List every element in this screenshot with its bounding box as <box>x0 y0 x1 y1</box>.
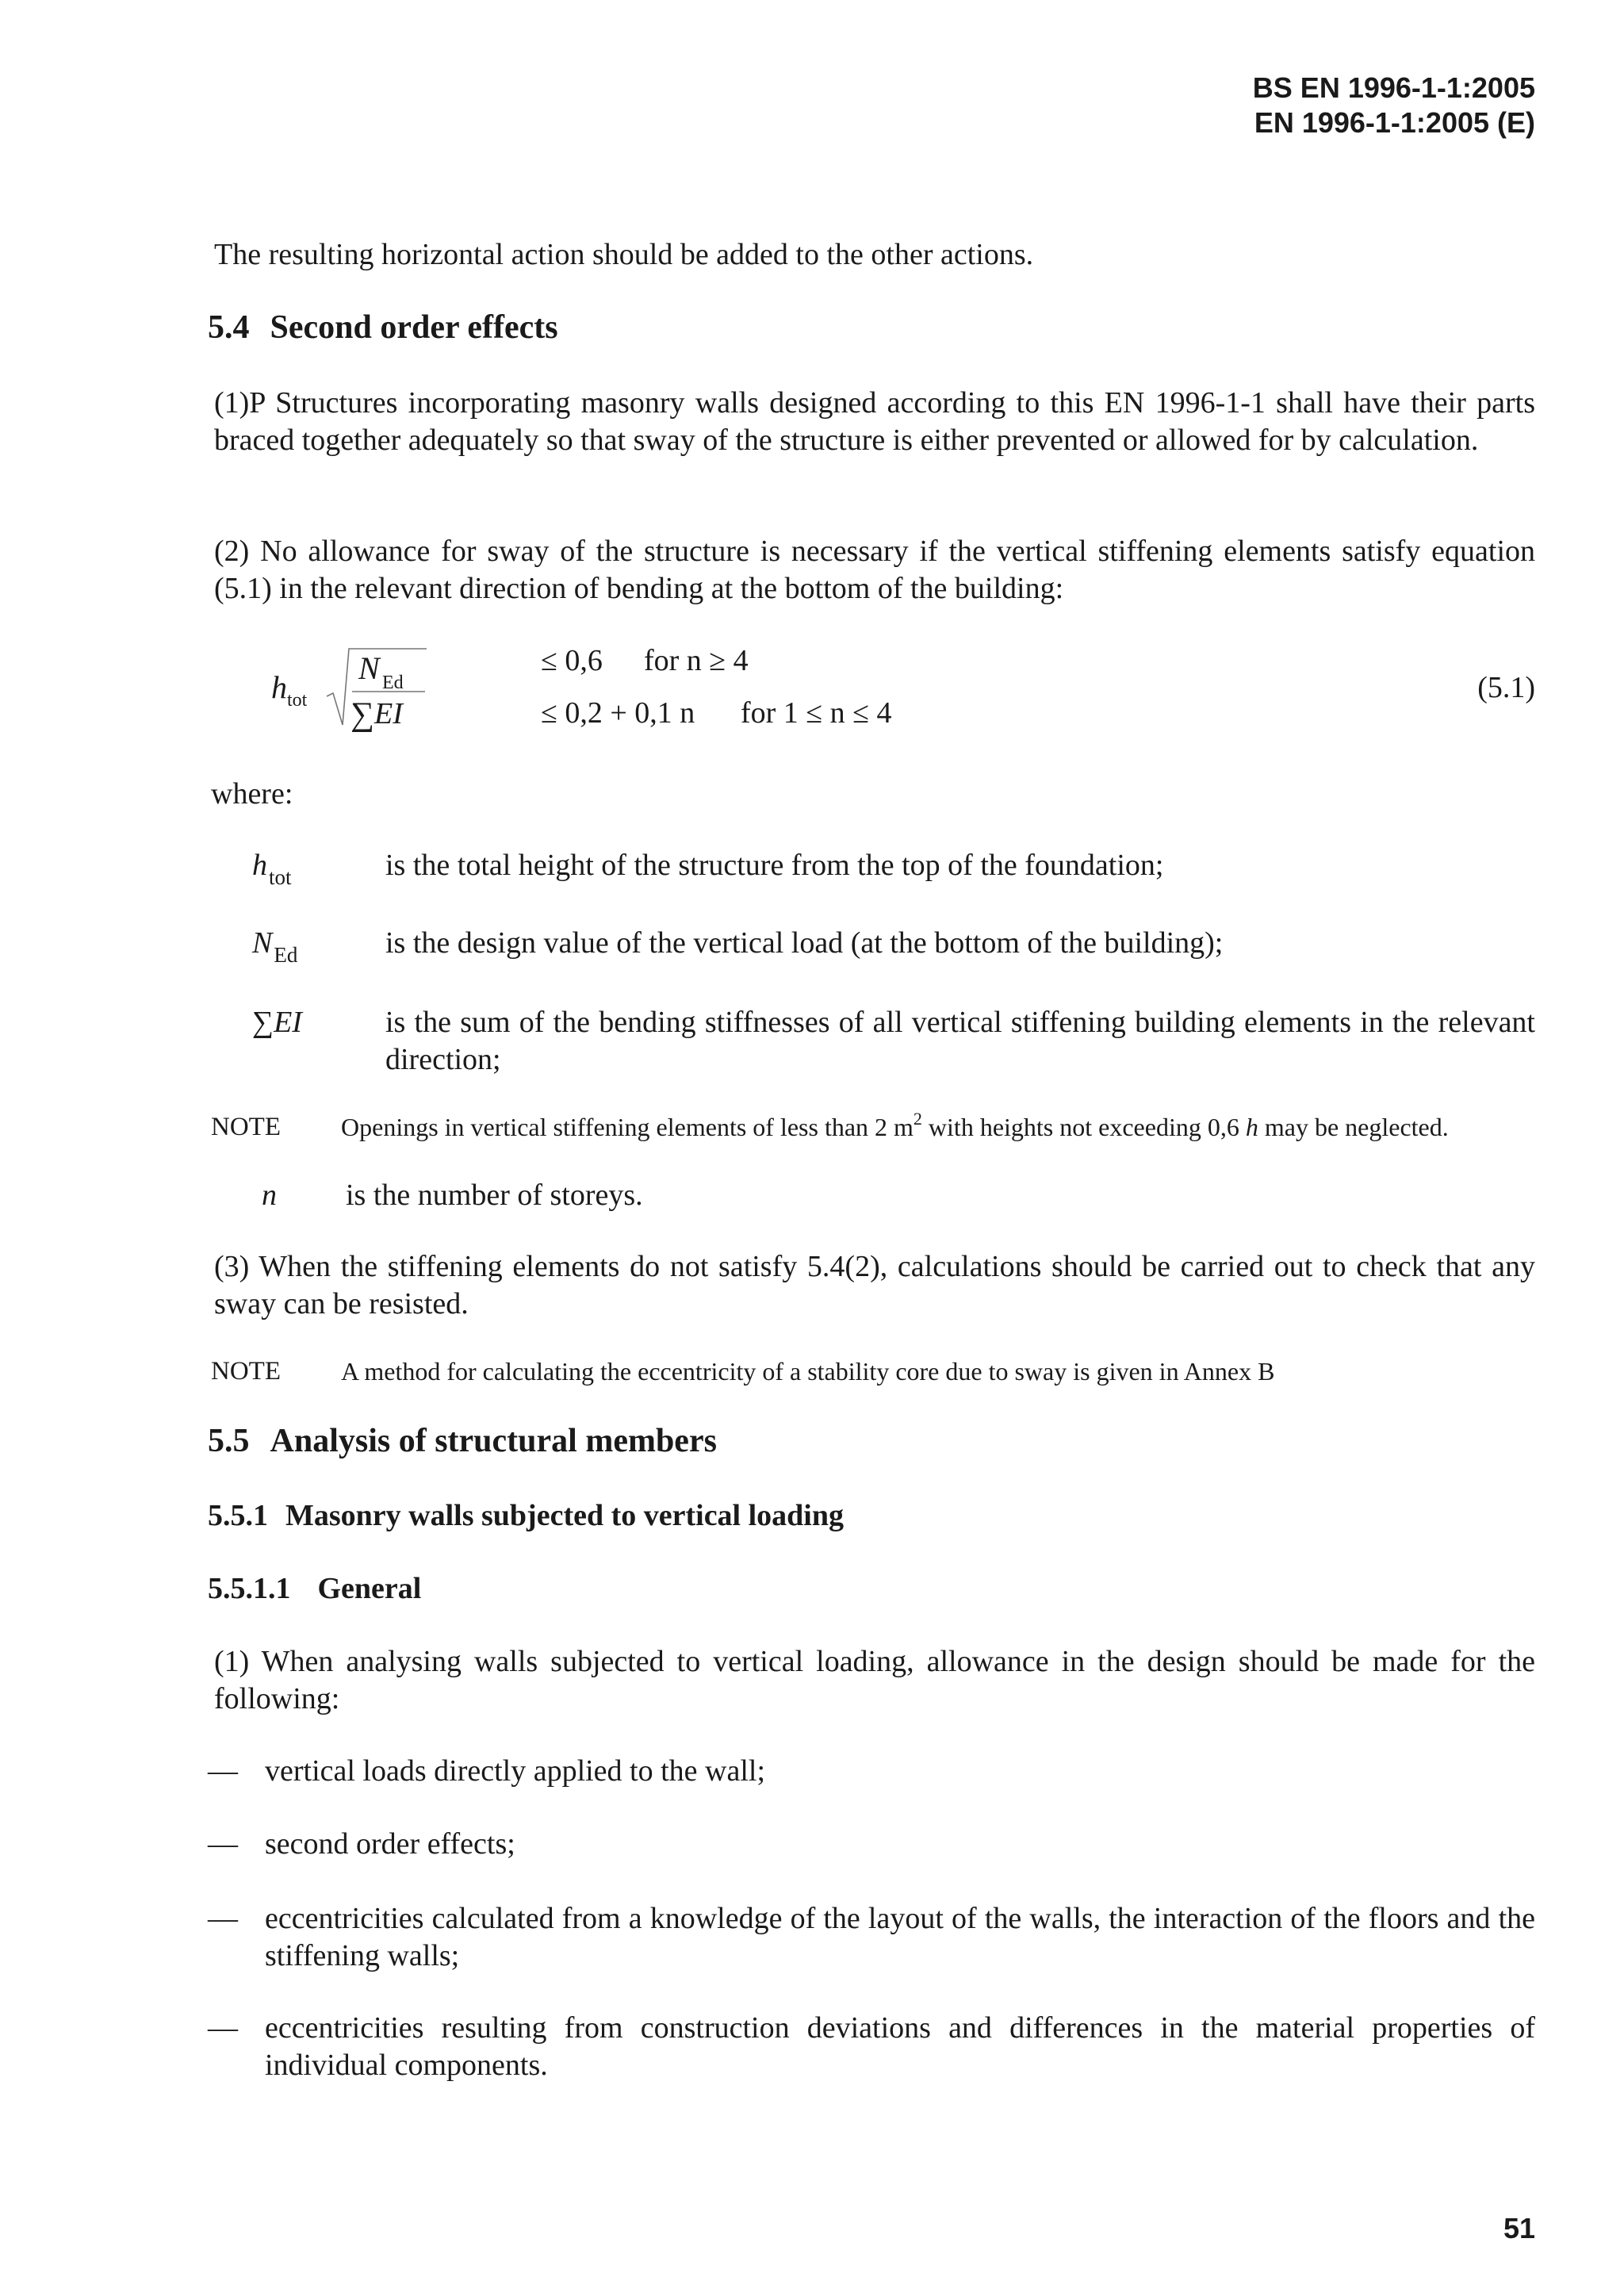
paragraph-5-4-3: (3) When the stiffening elements do not satisfy 5.4(2), calculations should be carried out to check that any sway can be resisted. <box>214 1250 1535 1320</box>
def-text-ned: is the design value of the vertical load (at the bottom of the building); <box>385 926 1224 960</box>
note-text-annex-b: A method for calculating the eccentricity of a stability core due to sway is given in Annex B <box>341 1357 1275 1386</box>
section-heading-5-4 <box>208 309 558 347</box>
note-label: NOTE <box>211 1113 281 1141</box>
standard-id-header: BS EN 1996-1-1:2005 <box>1252 71 1535 104</box>
paragraph-5-4-2: (2) No allowance for sway of the structure is necessary if the vertical stiffening elements satisfy equation (5.1) in the relevant direction of bending at the bottom of the building: <box>214 535 1535 605</box>
paragraph-5-4-1: (1)P Structures incorporating masonry walls designed according to this EN 1996-1-1 shall have their parts braced together adequately so that sway of the structure is either prevented or allowed for by calculation. <box>214 386 1535 457</box>
def-symbol-n: n <box>262 1179 277 1212</box>
equation-lhs <box>238 634 476 753</box>
intro-paragraph: The resulting horizontal action should be added to the other actions. <box>214 238 1034 271</box>
list-dash: — <box>208 1827 238 1861</box>
equation-number: (5.1) <box>1477 671 1535 704</box>
def-symbol-ned: $N_{Ed}$ <box>252 926 298 967</box>
list-item: second order effects; <box>265 1827 515 1861</box>
eq-sigma-symbol: ∑ <box>350 696 374 733</box>
list-dash: — <box>208 1754 238 1788</box>
where-label: where: <box>211 777 293 811</box>
def-text-n: is the number of storeys. <box>346 1179 643 1212</box>
eq-cond2-value: ≤ 0,2 + 0,1 n <box>541 696 695 730</box>
def-text-htot: is the total height of the structure from the top of the foundation; <box>385 849 1164 882</box>
equation-5-1 <box>238 634 1546 753</box>
eq-cond2-for: for 1 ≤ n ≤ 4 <box>741 696 892 730</box>
paragraph-5-5-1-1-1: (1) When analysing walls subjected to vertical loading, allowance in the design should be made for the following: <box>214 1645 1535 1715</box>
list-item: eccentricities calculated from a knowledge of the layout of the walls, the interaction of the floors and the stiffening walls; <box>265 1902 1535 1972</box>
note-text-openings: Openings in vertical stiffening elements of less than 2 $m^2$ with heights not exceeding 0,6 h may be neglected. <box>341 1109 1449 1141</box>
eq-ei-symbol: EI <box>374 697 403 730</box>
page-number: 51 <box>1503 2212 1535 2244</box>
eq-h-subscript: tot <box>287 690 308 711</box>
section-number: 5.4 <box>208 309 250 346</box>
eq-h-symbol: h <box>271 669 287 705</box>
list-dash: — <box>208 2011 238 2045</box>
standard-id-header-e: EN 1996-1-1:2005 (E) <box>1254 106 1535 139</box>
list-item: vertical loads directly applied to the wall; <box>265 1754 766 1788</box>
section-heading-5-5-1: 5.5.1 Masonry walls subjected to vertical loading <box>208 1499 845 1532</box>
eq-cond1-for: for n ≥ 4 <box>644 644 749 677</box>
def-symbol-htot: $h_{tot}$ <box>252 849 292 889</box>
section-heading-5-5-1-1: 5.5.1.1 General <box>208 1572 422 1605</box>
list-item: eccentricities resulting from construction deviations and differences in the material properties of individual components. <box>265 2011 1535 2082</box>
def-symbol-sum-ei: ∑EI <box>252 1006 302 1039</box>
eq-n-subscript: Ed <box>382 673 404 693</box>
eq-n-symbol: N <box>358 650 380 686</box>
list-dash: — <box>208 1902 238 1935</box>
def-text-sum-ei: is the sum of the bending stiffnesses of all vertical stiffening building elements in the relevant direction; <box>385 1006 1535 1076</box>
section-heading-5-5: 5.5 Analysis of structural members <box>208 1423 717 1459</box>
eq-cond1-value: ≤ 0,6 <box>541 644 603 677</box>
note-label: NOTE <box>211 1357 281 1386</box>
section-title: Second order effects <box>270 309 558 346</box>
